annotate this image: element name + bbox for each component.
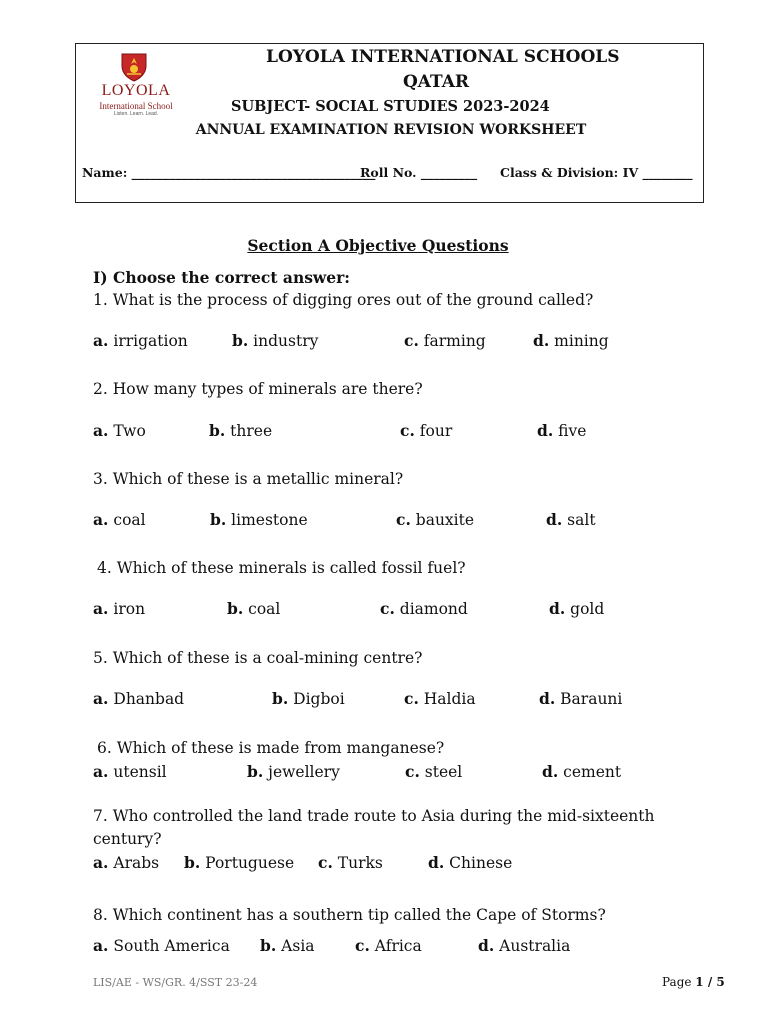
- logo-name: LOYOLA: [101, 82, 171, 99]
- option-1a[interactable]: a. irrigation: [93, 331, 188, 350]
- option-7b[interactable]: b. Portuguese: [184, 853, 295, 872]
- question-3: 3. Which of these is a metallic mineral?: [93, 470, 404, 488]
- option-1b[interactable]: b. industry: [232, 331, 319, 350]
- question-7-continued: century?: [93, 830, 162, 848]
- subject-title: SUBJECT- SOCIAL STUDIES 2023-2024: [231, 98, 550, 115]
- option-2c[interactable]: c. four: [400, 421, 453, 440]
- option-5b[interactable]: b. Digboi: [272, 689, 345, 708]
- header-box: [75, 43, 704, 203]
- option-5c[interactable]: c. Haldia: [404, 689, 476, 708]
- option-7a[interactable]: a. Arabs: [93, 853, 160, 872]
- roll-number-field[interactable]: Roll No. _________: [360, 165, 478, 180]
- option-2b[interactable]: b. three: [209, 421, 273, 440]
- option-6b[interactable]: b. jewellery: [247, 762, 340, 781]
- logo-subtitle: International School: [99, 101, 173, 111]
- logo-tagline: Listen. Learn. Lead.: [113, 111, 159, 117]
- option-3c[interactable]: c. bauxite: [396, 510, 475, 529]
- option-3a[interactable]: a. coal: [93, 510, 146, 529]
- question-1: 1. What is the process of digging ores out of the ground called?: [93, 291, 594, 309]
- option-3b[interactable]: b. limestone: [210, 510, 308, 529]
- option-2a[interactable]: a. Two: [93, 421, 146, 440]
- shield-icon: [119, 52, 149, 82]
- exam-title: ANNUAL EXAMINATION REVISION WORKSHEET: [195, 122, 587, 138]
- option-7c[interactable]: c. Turks: [318, 853, 383, 872]
- instruction: I) Choose the correct answer:: [93, 268, 351, 287]
- question-4: 4. Which of these minerals is called fossil fuel?: [97, 559, 466, 577]
- option-2d[interactable]: d. five: [537, 421, 587, 440]
- question-7: 7. Who controlled the land trade route to Asia during the mid-sixteenth: [93, 807, 655, 825]
- option-5d[interactable]: d. Barauni: [539, 689, 623, 708]
- option-8c[interactable]: c. Africa: [355, 936, 422, 955]
- footer-code: LIS/AE - WS/GR. 4/SST 23-24: [93, 976, 258, 989]
- option-7d[interactable]: d. Chinese: [428, 853, 513, 872]
- option-6a[interactable]: a. utensil: [93, 762, 167, 781]
- class-division-field[interactable]: Class & Division: IV ________: [500, 165, 693, 180]
- question-2: 2. How many types of minerals are there?: [93, 380, 423, 398]
- option-4a[interactable]: a. iron: [93, 599, 146, 618]
- question-5: 5. Which of these is a coal-mining centre?: [93, 649, 423, 667]
- section-title: Section A Objective Questions: [247, 236, 509, 255]
- school-location: QATAR: [402, 72, 470, 92]
- question-6: 6. Which of these is made from manganese?: [97, 739, 445, 757]
- option-4d[interactable]: d. gold: [549, 599, 605, 618]
- question-8: 8. Which continent has a southern tip called the Cape of Storms?: [93, 906, 606, 924]
- school-name: LOYOLA INTERNATIONAL SCHOOLS: [266, 47, 620, 67]
- option-1d[interactable]: d. mining: [533, 331, 609, 350]
- option-1c[interactable]: c. farming: [404, 331, 486, 350]
- option-4b[interactable]: b. coal: [227, 599, 281, 618]
- school-logo: [93, 52, 183, 117]
- name-field[interactable]: Name: _______________________________________: [82, 165, 376, 180]
- option-8a[interactable]: a. South America: [93, 936, 230, 955]
- page-number: Page 1 / 5: [662, 975, 725, 989]
- option-8d[interactable]: d. Australia: [478, 936, 571, 955]
- option-5a[interactable]: a. Dhanbad: [93, 689, 185, 708]
- option-4c[interactable]: c. diamond: [380, 599, 468, 618]
- option-3d[interactable]: d. salt: [546, 510, 596, 529]
- option-6d[interactable]: d. cement: [542, 762, 622, 781]
- option-8b[interactable]: b. Asia: [260, 936, 315, 955]
- option-6c[interactable]: c. steel: [405, 762, 463, 781]
